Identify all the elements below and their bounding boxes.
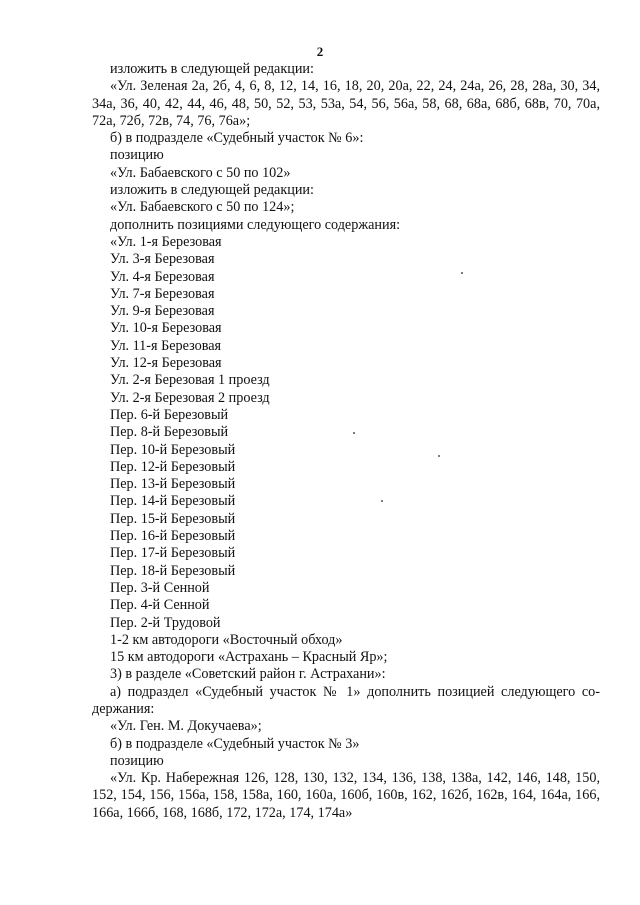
text-line: Ул. 2-я Березовая 2 проезд: [110, 389, 270, 406]
text-line: Пер. 13-й Березовый: [110, 476, 236, 493]
text-line: Ул. 7-я Березовая: [110, 285, 215, 302]
text-line: 72а, 72б, 72в, 74, 76, 76а»;: [92, 112, 251, 129]
text-line: Ул. 2-я Березовая 1 проезд: [110, 372, 270, 389]
text-line: 3) в разделе «Советский район г. Астрахани»:: [110, 666, 386, 683]
text-line: «Ул. Бабаевского с 50 по 102»: [110, 164, 291, 181]
text-line: 1-2 км автодороги «Восточный обход»: [110, 631, 343, 648]
text-line: Ул. 10-я Березовая: [110, 320, 222, 337]
text-line: Пер. 8-й Березовый: [110, 424, 229, 441]
document-body: [92, 61, 600, 822]
text-line: Пер. 12-й Березовый: [110, 458, 236, 475]
text-line: б) в подразделе «Судебный участок № 3»: [110, 735, 360, 752]
text-line: Пер. 15-й Березовый: [110, 510, 236, 527]
text-line: позицию: [110, 147, 164, 164]
text-line: Ул. 3-я Березовая: [110, 251, 215, 268]
text-line: Пер. 14-й Березовый: [110, 493, 236, 510]
page-number: 2: [316, 44, 324, 59]
text-line: изложить в следующей редакции:: [110, 182, 314, 199]
text-line: 152, 154, 156, 156а, 158, 158а, 160, 160а, 160б, 160в, 162, 162б, 162в, 164, 164а, 166,: [92, 787, 600, 804]
text-line: «Ул. Кр. Набережная 126, 128, 130, 132, 134, 136, 138, 138а, 142, 146, 148, 150,: [110, 770, 600, 787]
text-line: держания:: [92, 700, 155, 717]
text-line: «Ул. Зеленая 2а, 2б, 4, 6, 8, 12, 14, 16, 18, 20, 20а, 22, 24, 24а, 26, 28, 28а, 30, 34,: [110, 78, 600, 95]
text-line: 166а, 166б, 168, 168б, 172, 172а, 174, 174а»: [92, 804, 353, 821]
text-line: 15 км автодороги «Астрахань – Красный Яр»;: [110, 649, 388, 666]
text-line: Пер. 3-й Сенной: [110, 579, 210, 596]
text-line: а) подраздел «Судебный участок № 1» дополнить позицией следующего со-: [110, 683, 600, 700]
text-line: Пер. 6-й Березовый: [110, 406, 229, 423]
scan-speck: [461, 272, 463, 274]
text-line: «Ул. 1-я Березовая: [110, 233, 222, 250]
scan-speck: [438, 455, 440, 457]
text-line: Пер. 18-й Березовый: [110, 562, 236, 579]
scan-speck: [353, 432, 355, 434]
text-line: 34а, 36, 40, 42, 44, 46, 48, 50, 52, 53, 53а, 54, 56, 56а, 58, 68, 68а, 68б, 68в, 70, 70а,: [92, 95, 600, 112]
text-line: Ул. 12-я Березовая: [110, 355, 222, 372]
text-line: б) в подразделе «Судебный участок № 6»:: [110, 130, 364, 147]
text-line: Пер. 10-й Березовый: [110, 441, 236, 458]
text-line: Ул. 9-я Березовая: [110, 303, 215, 320]
text-line: изложить в следующей редакции:: [110, 61, 314, 77]
text-line: дополнить позициями следующего содержания:: [110, 216, 401, 233]
text-line: «Ул. Ген. М. Докучаева»;: [110, 718, 262, 735]
text-line: позицию: [110, 752, 164, 769]
text-line: Пер. 17-й Березовый: [110, 545, 236, 562]
text-line: Пер. 4-й Сенной: [110, 597, 210, 614]
scan-speck: [381, 500, 383, 502]
text-line: Ул. 4-я Березовая: [110, 268, 215, 285]
text-line: Пер. 16-й Березовый: [110, 528, 236, 545]
text-line: Пер. 2-й Трудовой: [110, 614, 221, 631]
text-line: «Ул. Бабаевского с 50 по 124»;: [110, 199, 295, 216]
text-line: Ул. 11-я Березовая: [110, 337, 222, 354]
